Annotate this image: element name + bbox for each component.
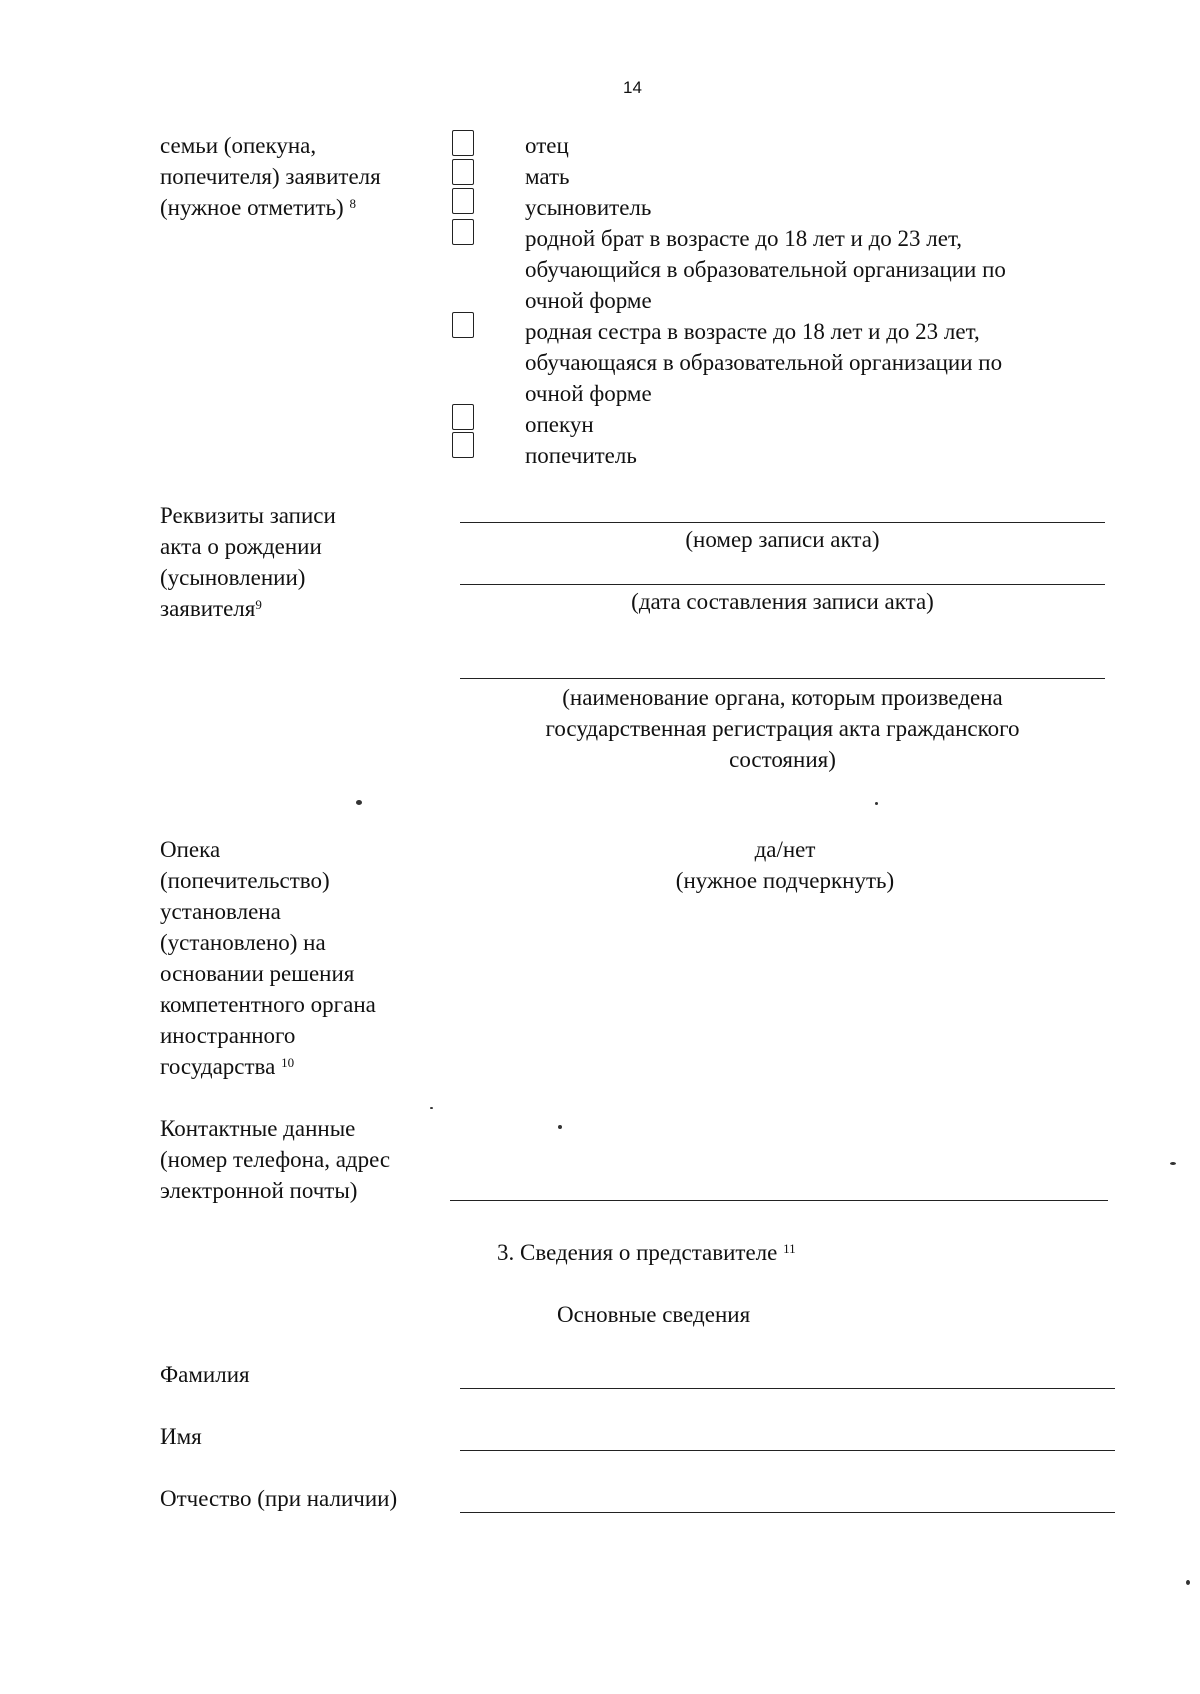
option-label: усыновитель — [525, 195, 652, 220]
contacts-label-line: (номер телефона, адрес — [160, 1147, 391, 1172]
checkbox-adoptive-parent[interactable] — [452, 188, 474, 214]
family-label-line: (нужное отметить) $^8$ — [160, 195, 356, 220]
birth-record-label — [160, 500, 336, 624]
option-label: обучающаяся в образовательной организации по — [525, 350, 1003, 375]
footnote-mark: 10 — [281, 1055, 295, 1070]
birth-record-label-line: (усыновлении) — [160, 565, 306, 590]
page-number: 14 — [623, 78, 642, 97]
name-field[interactable] — [460, 1450, 1115, 1451]
authority-caption-line: государственная регистрация акта гражданского — [545, 716, 1020, 741]
authority-caption-line: (наименование органа, которым произведена — [562, 685, 1003, 710]
contacts-label-line: электронной почты) — [160, 1178, 358, 1203]
patronymic-field[interactable] — [460, 1512, 1115, 1513]
guardianship-label-line: государства $^{10}$ — [160, 1054, 295, 1079]
registration-authority-field[interactable] — [460, 678, 1105, 679]
option-label: отец — [525, 133, 569, 158]
checkbox-brother[interactable] — [452, 219, 474, 245]
option-label: попечитель — [525, 443, 637, 468]
registration-authority-caption — [460, 682, 1105, 775]
scan-speck — [1170, 1162, 1176, 1165]
option-label: очной форме — [525, 288, 652, 313]
scan-speck — [356, 800, 362, 805]
guardianship-label-line: установлена — [160, 899, 281, 924]
guardianship-label — [160, 834, 376, 1082]
scan-speck — [430, 1107, 433, 1109]
surname-label: Фамилия — [160, 1362, 250, 1387]
record-date-caption: (дата составления записи акта) — [631, 589, 934, 614]
contacts-label — [160, 1113, 390, 1206]
section-subheading: Основные сведения — [557, 1302, 751, 1327]
scan-speck — [1186, 1580, 1190, 1585]
checkbox-sister[interactable] — [452, 312, 474, 338]
record-number-caption: (номер записи акта) — [685, 527, 880, 552]
guardianship-answer — [600, 834, 970, 896]
option-label: опекун — [525, 412, 594, 437]
family-label-line: попечителя) заявителя — [160, 164, 381, 189]
yes-no-choice[interactable]: да/нет — [754, 837, 816, 862]
contacts-field[interactable] — [450, 1200, 1108, 1201]
guardianship-label-line: основании решения — [160, 961, 355, 986]
section-heading: 3. Сведения о представителе $^{11}$ — [497, 1240, 796, 1265]
name-label: Имя — [160, 1424, 202, 1449]
footnote-mark: 9 — [255, 597, 262, 612]
birth-record-label-line: акта о рождении — [160, 534, 322, 559]
family-label — [160, 130, 381, 223]
option-label: очной форме — [525, 381, 652, 406]
record-date-field[interactable] — [460, 584, 1105, 585]
family-label-line: семьи (опекуна, — [160, 133, 317, 158]
checkbox-father[interactable] — [452, 130, 474, 156]
guardianship-label-line: (установлено) на — [160, 930, 326, 955]
answer-hint: (нужное подчеркнуть) — [675, 868, 895, 893]
scan-speck — [558, 1125, 562, 1129]
option-label: мать — [525, 164, 570, 189]
guardianship-label-line: компетентного органа — [160, 992, 376, 1017]
option-label: обучающийся в образовательной организации по — [525, 257, 1006, 282]
scan-speck — [875, 802, 878, 805]
birth-record-label-line: Реквизиты записи — [160, 503, 336, 528]
contacts-label-line: Контактные данные — [160, 1116, 356, 1141]
guardianship-label-line: (попечительство) — [160, 868, 330, 893]
authority-caption-line: состояния) — [729, 747, 836, 772]
option-label: родная сестра в возрасте до 18 лет и до 23 лет, — [525, 319, 980, 344]
patronymic-label: Отчество (при наличии) — [160, 1486, 398, 1511]
footnote-mark: 8 — [349, 196, 356, 211]
guardianship-label-line: иностранного — [160, 1023, 296, 1048]
option-label: родной брат в возрасте до 18 лет и до 23 лет, — [525, 226, 963, 251]
footnote-mark: 11 — [783, 1241, 796, 1256]
checkbox-mother[interactable] — [452, 159, 474, 185]
birth-record-label-line: заявителя$^9$ — [160, 596, 262, 621]
guardianship-label-line: Опека — [160, 837, 221, 862]
checkbox-guardian[interactable] — [452, 404, 474, 430]
family-options — [525, 130, 1006, 471]
checkbox-custodian[interactable] — [452, 432, 474, 458]
surname-field[interactable] — [460, 1388, 1115, 1389]
record-number-field[interactable] — [460, 522, 1105, 523]
